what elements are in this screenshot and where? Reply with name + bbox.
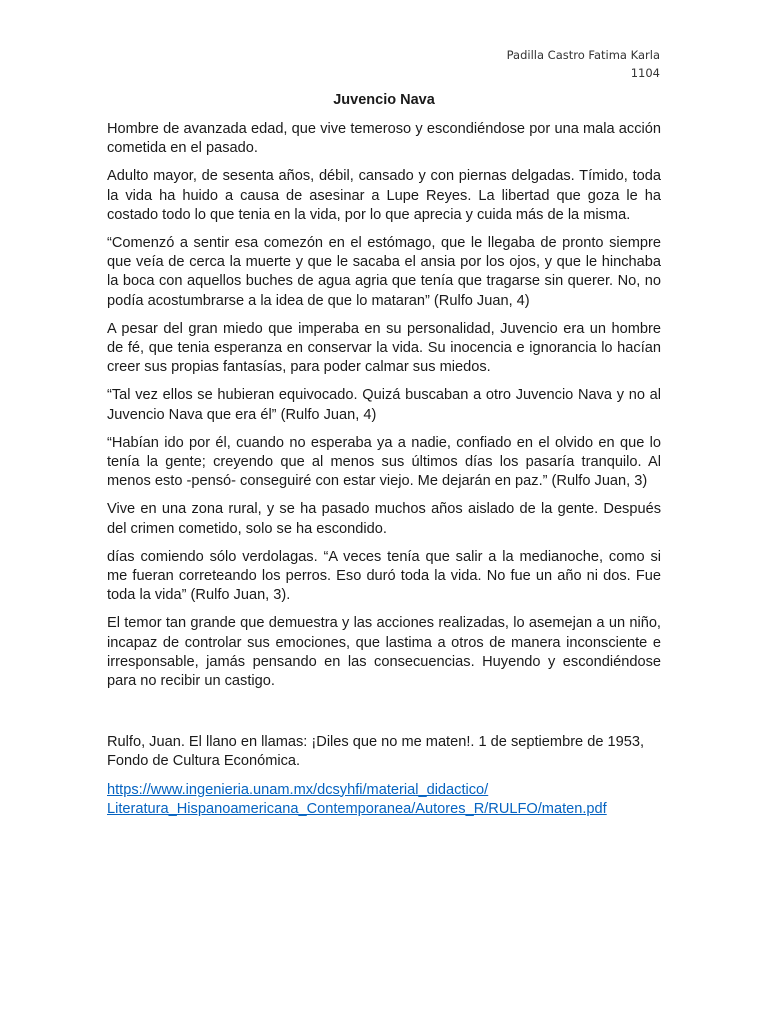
paragraph: Vive en una zona rural, y se ha pasado muchos años aislado de la gente. Después del crimen cometido, solo se ha escondido.: [107, 501, 661, 537]
author-name: Padilla Castro Fatima Karla: [506, 48, 660, 62]
reference-link-block: [107, 781, 661, 819]
reference-link-line-1[interactable]: https://www.ingenieria.unam.mx/dcsyhfi/material_didactico/: [107, 781, 489, 798]
paragraph: El temor tan grande que demuestra y las acciones realizadas, lo asemejan a un niño, incapaz de controlar sus emociones, que lastima a otros de manera inconsciente e irresponsable, jamás pensando en las consecuencias. Huyendo y escondiéndose para no recibir un castigo.: [107, 615, 661, 690]
section-spacer: [107, 700, 661, 733]
paragraph: Hombre de avanzada edad, que vive temeroso y escondiéndose por una mala acción cometida en el pasado.: [107, 121, 661, 157]
paragraph: “Tal vez ellos se hubieran equivocado. Quizá buscaban a otro Juvencio Nava y no al Juvencio Nava que era él” (Rulfo Juan, 4): [107, 387, 661, 423]
paragraph: A pesar del gran miedo que imperaba en su personalidad, Juvencio era un hombre de fé, que tenia esperanza en conservar la vida. Su inocencia e ignorancia lo hacían creer sus propias fantasías, para poder calmar sus miedos.: [107, 320, 661, 376]
paragraph: días comiendo sólo verdolagas. “A veces tenía que salir a la medianoche, como si me fueran correteando los perros. Eso duró toda la vida. No fue un año ni dos. Fue toda la vida” (Rulfo Juan, 3).: [107, 548, 661, 604]
paragraph: “Comenzó a sentir esa comezón en el estómago, que le llegaba de pronto siempre que veía de cerca la muerte y que le sacaba el ansia por los ojos, y que le hinchaba la boca con aquellos buches de agua agria que tenía que tragarse sin querer. No, no podía acostumbrarse a la idea de que lo mataran” (Rulfo Juan, 4): [107, 235, 661, 309]
reference-citation: Rulfo, Juan. El llano en llamas: ¡Diles que no me maten!. 1 de septiembre de 1953, Fondo de Cultura Económica.: [107, 734, 645, 770]
paragraph: Adulto mayor, de sesenta años, débil, cansado y con piernas delgadas. Tímido, toda la vida ha huido a causa de asesinar a Lupe Reyes. La libertad que goza le ha costado todo lo que tenia en la vida, por lo que aprecia y cuida más de la misma.: [107, 168, 661, 223]
document-title: Juvencio Nava: [333, 92, 435, 108]
document-body: [107, 120, 661, 828]
page-header: [507, 46, 660, 82]
paragraph: “Habían ido por él, cuando no esperaba ya a nadie, confiado en el olvido en que lo tenía la gente; creyendo que al menos sus últimos días los pasaría tranquilo. Al menos esto -pensó- conseguiré con estar viejo. Me dejarán en paz.” (Rulfo Juan, 3): [107, 434, 661, 490]
reference-link-line-2[interactable]: Literatura_Hispanoamericana_Contemporanea/Autores_R/RULFO/maten.pdf: [107, 800, 607, 817]
group-number: 1104: [630, 66, 660, 80]
